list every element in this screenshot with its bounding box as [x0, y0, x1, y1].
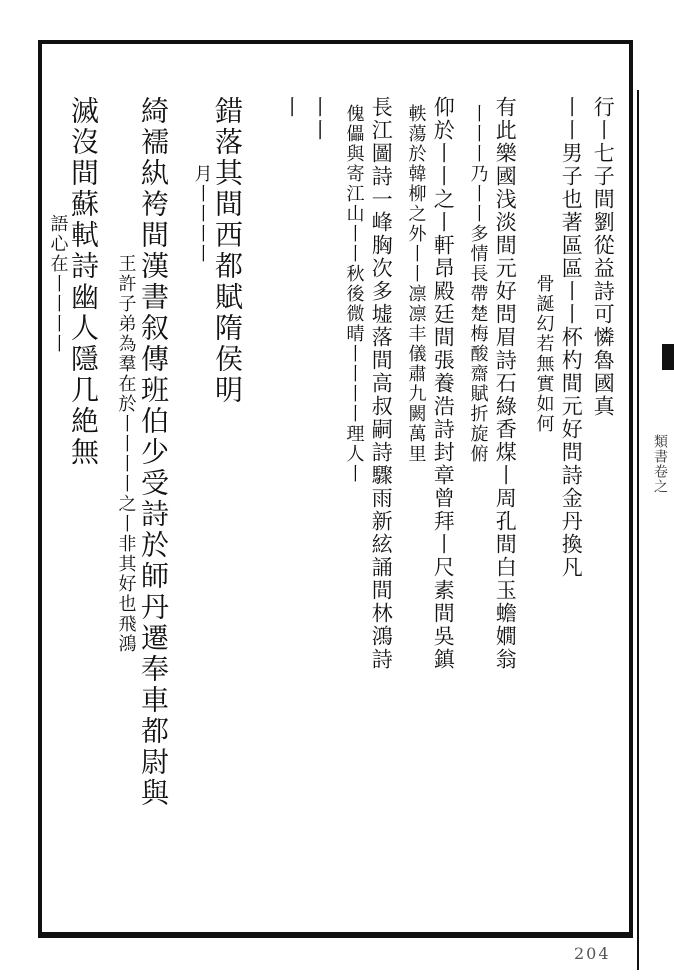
text-column: 綺襦紈袴間漢書叙傳班伯少受詩於師丹遷奉車都尉與: [137, 96, 170, 809]
text-column: 王許子弟為羣在於丨丨丨丨之丨非其好也飛鴻: [115, 254, 137, 654]
text-column: 丨丨: [307, 96, 332, 142]
text-column: 月丨丨丨丨: [191, 164, 213, 264]
page-number: 204: [574, 944, 611, 963]
text-column: 長江圖詩一峰胸次多墟落間高叔嗣詩驟雨新絃誦間林鴻詩: [369, 96, 394, 671]
text-column: 行丨七子間劉從益詩可憐魯國真: [591, 96, 616, 418]
text-column: 骨誕幻若無實如何: [533, 274, 555, 434]
text-column: 仰於丨丨之丨軒昂殿廷間張養浩詩封章曾拜丨尺素間吳鎮: [431, 96, 456, 671]
text-column: 丨丨男子也著區區丨丨杯杓間元好問詩金丹換凡: [559, 96, 584, 579]
page-frame: [38, 40, 668, 938]
text-column: 語心在丨丨丨丨: [47, 214, 69, 354]
text-column: 丨: [279, 96, 304, 119]
text-column: 軼蕩於韓柳之外丨丨凛凛丰儀肅九闕萬里: [405, 104, 427, 464]
margin-tab-mark: [662, 344, 674, 370]
text-column: 錯落其間西都賦隋侯明: [211, 96, 244, 406]
right-margin-rule: [637, 90, 639, 970]
bottom-rule: [40, 932, 632, 934]
edge-label: 類書卷之: [652, 434, 668, 494]
text-column: 丨丨丨乃丨丨多情長帶楚梅酸齋賦折旋俯: [467, 104, 489, 464]
text-column: 傀儡與寄江山丨丨秋後微晴丨丨丨丨理人丨: [343, 104, 365, 484]
text-column: 滅沒間蘇軾詩幽人隱几絶無: [67, 96, 100, 468]
text-column: 有此樂國浅淡間元好問眉詩石綠香煤丨周孔間白玉蟾嫺翁: [493, 96, 518, 671]
